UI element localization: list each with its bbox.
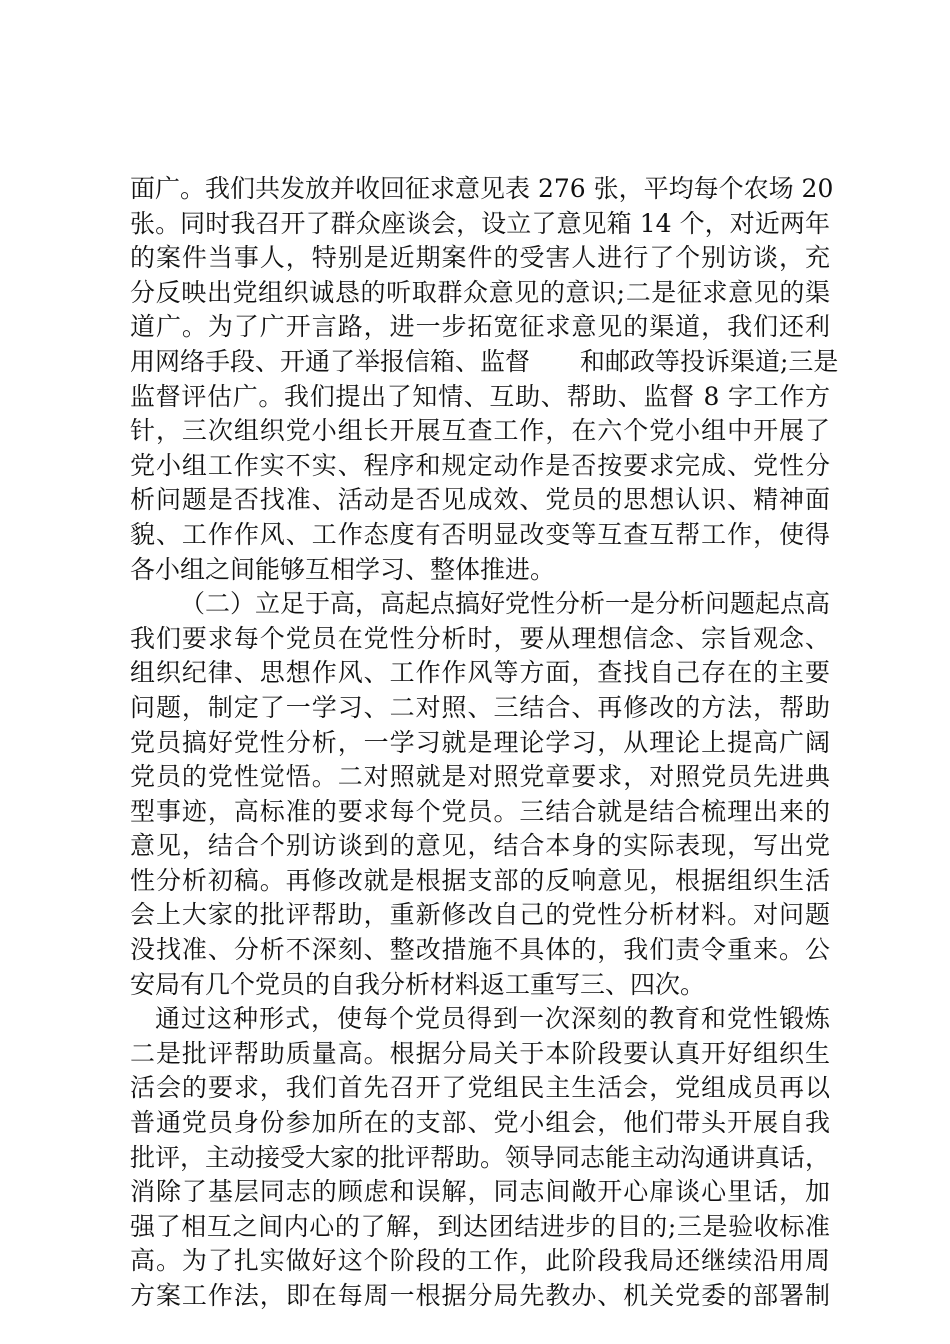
text-line: 性分析初稿。再修改就是根据支部的反响意见，根据组织生活 bbox=[130, 865, 830, 895]
text-line: 强了相互之间内心的了解，到达团结进步的目的;三是验收标准 bbox=[130, 1211, 830, 1241]
text-line: 党员搞好党性分析，一学习就是理论学习，从理论上提高广阔 bbox=[130, 727, 830, 757]
text-line: 析问题是否找准、活动是否见成效、党员的思想认识、精神面 bbox=[130, 485, 830, 515]
text-line: 通过这种形式，使每个党员得到一次深刻的教育和党性锻炼 bbox=[155, 1004, 830, 1034]
text-line: 貌、工作作风、工作态度有否明显改变等互查互帮工作，使得 bbox=[130, 519, 830, 549]
text-line: 消除了基层同志的顾虑和误解，同志间敞开心扉谈心里话，加 bbox=[130, 1177, 830, 1207]
text-line: 用网络手段、开通了举报信箱、监督 和邮政等投诉渠道;三是 bbox=[130, 346, 839, 376]
text-line: 安局有几个党员的自我分析材料返工重写三、四次。 bbox=[130, 969, 706, 999]
text-line: 方案工作法，即在每周一根据分局先教办、机关党委的部署制 bbox=[130, 1281, 830, 1310]
text-line: 活会的要求，我们首先召开了党组民主生活会，党组成员再以 bbox=[130, 1073, 830, 1103]
text-line: 的案件当事人，特别是近期案件的受害人进行了个别访谈，充 bbox=[130, 243, 830, 273]
text-line: 问题，制定了一学习、二对照、三结合、再修改的方法，帮助 bbox=[130, 692, 830, 722]
text-line: （二）立足于高，高起点搞好党性分析一是分析问题起点高 bbox=[180, 589, 831, 619]
text-line: 组织纪律、思想作风、工作作风等方面，查找自己存在的主要 bbox=[130, 658, 830, 688]
text-line: 普通党员身份参加所在的支部、党小组会，他们带头开展自我 bbox=[130, 1108, 830, 1138]
text-line: 我们要求每个党员在党性分析时，要从理想信念、宗旨观念、 bbox=[130, 623, 830, 653]
text-line: 分反映出党组织诚恳的听取群众意见的意识;二是征求意见的渠 bbox=[130, 277, 830, 307]
text-line: 针，三次组织党小组长开展互查工作，在六个党小组中开展了 bbox=[130, 416, 830, 446]
text-line: 批评，主动接受大家的批评帮助。领导同志能主动沟通讲真话， bbox=[130, 1142, 831, 1172]
text-line: 党小组工作实不实、程序和规定动作是否按要求完成、党性分 bbox=[130, 450, 830, 480]
text-line: 道广。为了广开言路，进一步拓宽征求意见的渠道，我们还利 bbox=[130, 312, 830, 342]
text-line: 会上大家的批评帮助，重新修改自己的党性分析材料。对问题 bbox=[130, 900, 830, 930]
text-line: 张。同时我召开了群众座谈会，设立了意见箱 14 个，对近两年 bbox=[130, 208, 830, 238]
document-body-text bbox=[130, 172, 839, 1314]
text-line: 二是批评帮助质量高。根据分局关于本阶段要认真开好组织生 bbox=[130, 1038, 830, 1068]
text-line: 监督评估广。我们提出了知情、互助、帮助、监督 8 字工作方 bbox=[130, 381, 830, 411]
text-line: 高。为了扎实做好这个阶段的工作，此阶段我局还继续沿用周 bbox=[130, 1246, 830, 1276]
text-line: 型事迹，高标准的要求每个党员。三结合就是结合梳理出来的 bbox=[130, 796, 830, 826]
text-line: 没找准、分析不深刻、整改措施不具体的，我们责令重来。公 bbox=[130, 935, 830, 965]
text-line: 党员的党性觉悟。二对照就是对照党章要求，对照党员先进典 bbox=[130, 762, 830, 792]
text-line: 意见，结合个别访谈到的意见，结合本身的实际表现，写出党 bbox=[130, 831, 830, 861]
text-line: 面广。我们共发放并收回征求意见表 276 张，平均每个农场 20 bbox=[130, 174, 834, 203]
text-line: 各小组之间能够互相学习、整体推进。 bbox=[130, 554, 556, 584]
